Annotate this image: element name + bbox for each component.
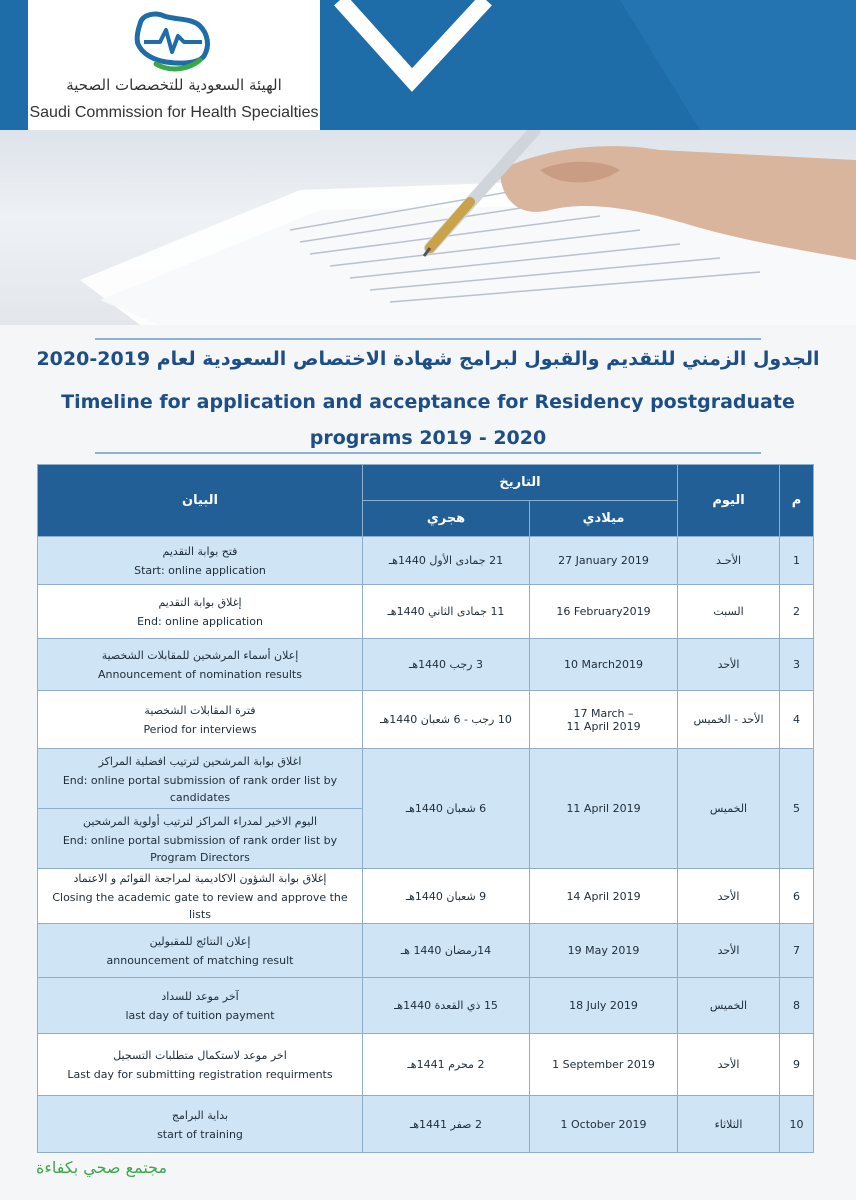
cell-description — [38, 1096, 363, 1153]
cell-gregorian — [530, 749, 678, 869]
cell-day: الخميس — [678, 978, 780, 1034]
description-english: start of training — [157, 1127, 243, 1141]
cell-description — [38, 809, 363, 869]
scfhs-logo-icon — [126, 6, 222, 76]
logo-panel — [28, 0, 320, 130]
description-arabic: فترة المقابلات الشخصية — [144, 704, 256, 717]
gregorian-date: 14 April 2019 — [566, 889, 641, 903]
cell-num: 1 — [780, 537, 814, 585]
cell-description — [38, 639, 363, 691]
description-english: announcement of matching result — [106, 954, 294, 967]
cell-day: الأحد — [678, 639, 780, 691]
cell-description — [38, 537, 363, 585]
cell-gregorian — [530, 869, 678, 924]
footer-slogan: مجتمع صحي بكفاءة — [36, 1158, 168, 1177]
title-arabic: الجدول الزمني للتقديم والقبول لبرامج شهادة الاختصاص السعودية لعام 2019-2020 — [36, 348, 820, 370]
title-divider-bottom — [95, 452, 761, 454]
gregorian-date: 27 January 2019 — [558, 554, 649, 567]
table-row — [38, 1096, 814, 1153]
description-arabic: اخر موعد لاستكمال متطلبات التسجيل — [113, 1049, 287, 1062]
table-row — [38, 924, 814, 978]
cell-gregorian — [530, 639, 678, 691]
title-divider-top — [95, 338, 761, 340]
cell-hijri: 9 شعبان 1440هـ — [363, 869, 530, 924]
cell-hijri: 2 صفر 1441هـ — [363, 1096, 530, 1153]
cell-description — [38, 1034, 363, 1096]
cell-hijri: 14رمضان 1440 هـ — [363, 924, 530, 978]
header-description: البيان — [38, 465, 363, 537]
cell-hijri: 21 جمادى الأول 1440هـ — [363, 537, 530, 585]
description-arabic: فتح بوابة التقديم — [162, 545, 238, 558]
hero-photo — [0, 130, 856, 325]
header-date: التاريخ — [363, 465, 678, 501]
cell-gregorian — [530, 1096, 678, 1153]
cell-num: 4 — [780, 691, 814, 749]
hand-writing-illustration — [0, 130, 856, 325]
gregorian-date-end: 11 April 2019 — [566, 719, 641, 733]
checkmark-decoration-icon — [320, 0, 856, 130]
description-english: Closing the academic gate to review and approve the lists — [52, 891, 348, 921]
table-row — [38, 1034, 814, 1096]
description-arabic: بداية البرامج — [171, 1108, 229, 1122]
description-arabic: اليوم الاخير لمدراء المراكز لترتيب أولوية المرشحين — [82, 814, 318, 828]
cell-num: 9 — [780, 1034, 814, 1096]
description-english: Announcement of nomination results — [98, 668, 302, 681]
cell-num: 2 — [780, 585, 814, 639]
cell-day: الأحد — [678, 869, 780, 924]
cell-gregorian — [530, 1034, 678, 1096]
title-english — [0, 384, 856, 456]
gregorian-date: 18 July 2019 — [569, 999, 638, 1012]
cell-day: السبت — [678, 585, 780, 639]
cell-description — [38, 924, 363, 978]
cell-day: الثلاثاء — [678, 1096, 780, 1153]
gregorian-date: 19 May 2019 — [567, 944, 640, 957]
description-english: Last day for submitting registration requirments — [67, 1068, 333, 1081]
cell-num: 8 — [780, 978, 814, 1034]
cell-day: الأحد — [678, 1034, 780, 1096]
description-arabic: إعلان النتائج للمقبولين — [149, 935, 251, 948]
cell-hijri: 11 جمادى الثاني 1440هـ — [363, 585, 530, 639]
description-arabic: اغلاق بوابة المرشحين لترتيب افضلية المراكز — [98, 754, 302, 768]
org-name-english: Saudi Commission for Health Specialties — [29, 104, 319, 121]
description-arabic: آخر موعد للسداد — [161, 990, 239, 1003]
org-name-arabic: الهيئة السعودية للتخصصات الصحية — [66, 76, 282, 94]
table-row — [38, 537, 814, 585]
header-banner — [0, 0, 856, 130]
gregorian-date: 10 March2019 — [564, 658, 644, 671]
gregorian-date: 11 April 2019 — [566, 802, 641, 815]
description-english-line2: candidates — [169, 790, 231, 804]
description-english: last day of tuition payment — [125, 1009, 275, 1022]
cell-hijri: 2 محرم 1441هـ — [363, 1034, 530, 1096]
description-english: End: online application — [137, 615, 263, 628]
header-hijri: هجري — [363, 501, 530, 537]
cell-day: الأحـد — [678, 537, 780, 585]
table-row — [38, 749, 814, 809]
table-row — [38, 639, 814, 691]
description-english-line2: Program Directors — [150, 850, 250, 864]
description-english-line1: End: online portal submission of rank order list by — [62, 773, 338, 787]
cell-num: 5 — [780, 749, 814, 869]
cell-gregorian — [530, 978, 678, 1034]
cell-gregorian — [530, 585, 678, 639]
cell-description — [38, 978, 363, 1034]
table-row — [38, 978, 814, 1034]
cell-gregorian — [530, 924, 678, 978]
cell-num: 10 — [780, 1096, 814, 1153]
description-english-line1: End: online portal submission of rank order list by — [62, 833, 338, 847]
header-gregorian: ميلادي — [530, 501, 678, 537]
cell-hijri: 3 رجب 1440هـ — [363, 639, 530, 691]
cell-num: 6 — [780, 869, 814, 924]
description-english: Start: online application — [134, 564, 266, 577]
header-day: اليوم — [678, 465, 780, 537]
header-num: م — [780, 465, 814, 537]
cell-hijri: 15 ذي القعدة 1440هـ — [363, 978, 530, 1034]
cell-hijri: 10 رجب - 6 شعبان 1440هـ — [363, 691, 530, 749]
description-arabic: إغلاق بوابة الشؤون الاكاديمية لمراجعة القوائم و الاعتماد — [73, 872, 327, 885]
cell-description — [38, 869, 363, 924]
table-row — [38, 585, 814, 639]
cell-day: الأحد — [678, 924, 780, 978]
cell-gregorian — [530, 691, 678, 749]
description-english: Period for interviews — [143, 723, 257, 736]
gregorian-date: 16 February2019 — [556, 605, 651, 618]
table-row — [38, 869, 814, 924]
cell-gregorian — [530, 537, 678, 585]
cell-day: الخميس — [678, 749, 780, 869]
cell-num: 7 — [780, 924, 814, 978]
cell-description — [38, 691, 363, 749]
cell-description — [38, 585, 363, 639]
timeline-table — [37, 464, 814, 1153]
cell-description — [38, 749, 363, 809]
gregorian-date: 1 September 2019 — [552, 1058, 655, 1071]
title-english-line1: Timeline for application and acceptance for Residency postgraduate — [61, 391, 795, 413]
description-arabic: إغلاق بوابة التقديم — [158, 596, 242, 609]
title-english-line2: programs 2019 - 2020 — [309, 427, 547, 449]
description-arabic: إعلان أسماء المرشحين للمقابلات الشخصية — [101, 649, 299, 662]
table-row — [38, 691, 814, 749]
cell-hijri: 6 شعبان 1440هـ — [363, 749, 530, 869]
gregorian-date-start: 17 March – — [573, 706, 634, 720]
cell-day: الأحد - الخميس — [678, 691, 780, 749]
gregorian-date: 1 October 2019 — [560, 1117, 647, 1131]
cell-num: 3 — [780, 639, 814, 691]
